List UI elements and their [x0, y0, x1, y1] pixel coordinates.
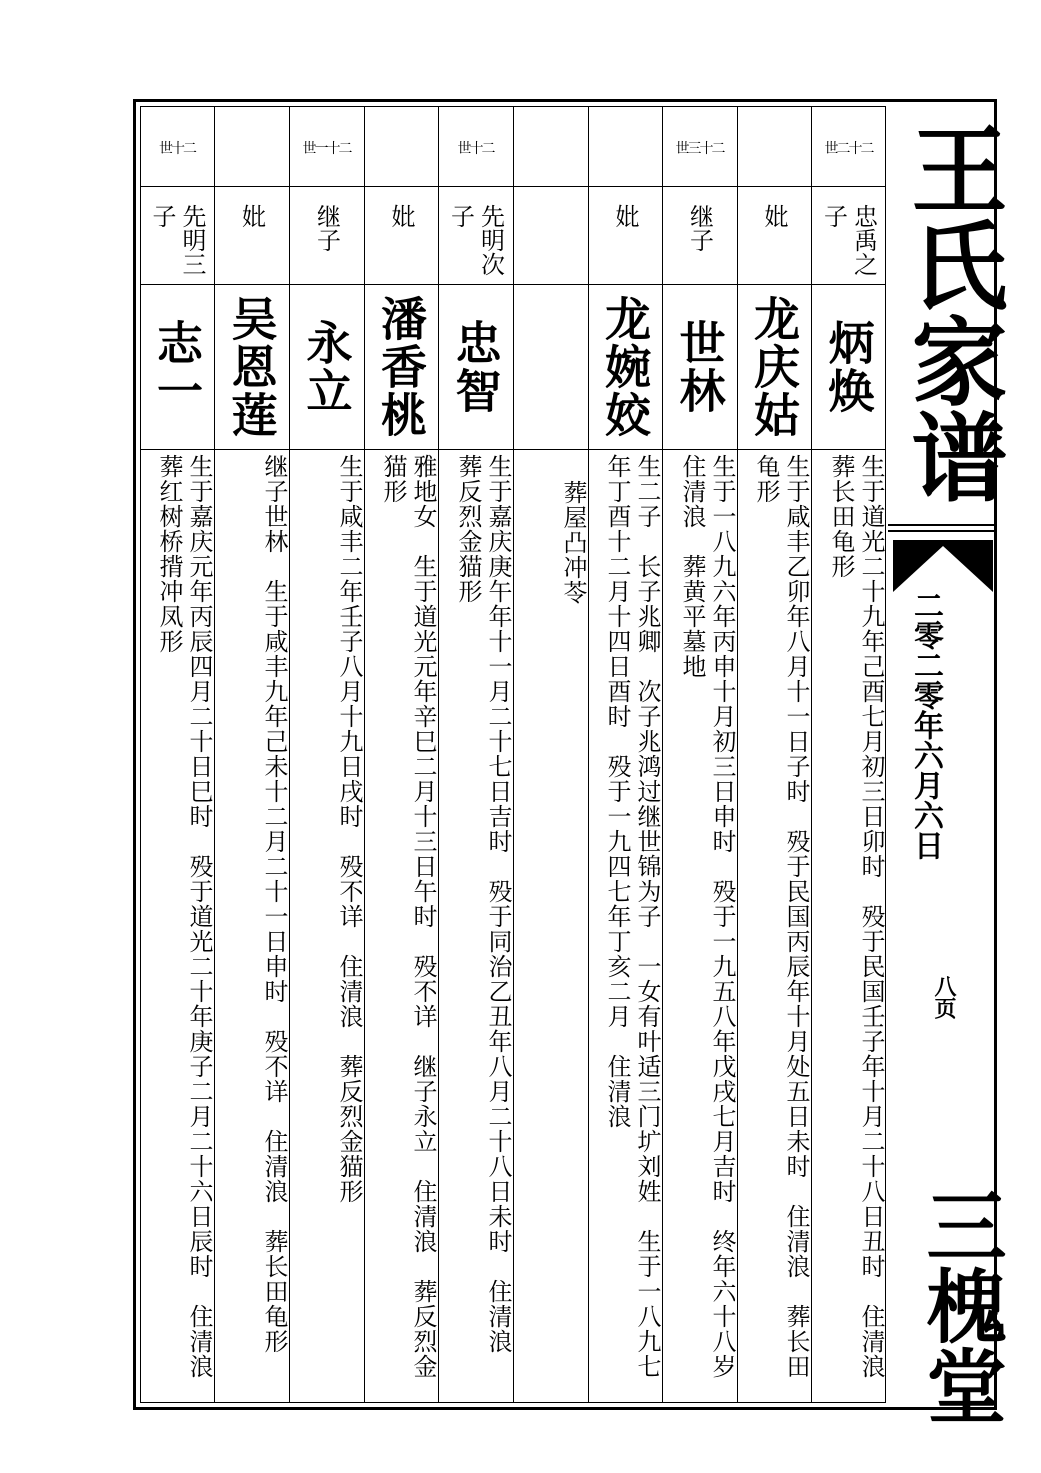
burial-note: 葬屋凸冲苓	[559, 480, 587, 605]
relation-label: 先明次子	[446, 204, 505, 276]
relation-label: 妣	[760, 204, 788, 228]
generation-label	[364, 110, 438, 186]
publish-date: 二零二零年六月六日	[908, 590, 943, 860]
relation-label: 妣	[387, 204, 415, 228]
banner-ornament	[893, 540, 993, 592]
relation-label: 妣	[237, 204, 266, 228]
page-number: 八页	[931, 975, 957, 1019]
row-divider	[140, 186, 886, 187]
title-rule	[888, 524, 994, 526]
person-name: 龙庆姑	[747, 295, 801, 439]
person-name: 龙婉姣	[598, 295, 652, 439]
person-name: 永立	[299, 319, 354, 415]
generation-label: 世二十二	[824, 141, 873, 157]
relation-label: 继子	[685, 204, 714, 252]
biography-text: 生于咸丰乙卯年八月十一日子时 殁于民国丙辰年十月处五日未时 住清浪 葬长田龟形	[752, 454, 810, 1379]
row-divider	[140, 284, 886, 285]
generation-label: 世十二	[159, 141, 195, 157]
biography-text: 继子世林 生于咸丰九年己未十二月二十一日申时 殁不详 住清浪 葬长田龟形	[260, 454, 288, 1354]
biography-text: 生于嘉庆庚午年十一月二十七日吉时 殁于同治乙丑年八月二十八日未时 住清浪 葬反烈金猫形	[454, 454, 512, 1379]
relation-label: 先明三子	[148, 204, 206, 276]
generation-label: 世十二	[457, 141, 494, 157]
biography-text: 生于嘉庆元年丙辰四月二十日巳时 殁于道光二十年庚子二月二十六日辰时 住清浪 葬红树桥揹冲凤形	[155, 454, 213, 1404]
biography-text: 生二子 长子兆卿 次子兆鸿过继世锦为子 一女有叶适三门圹刘姓 生于一八九七年丁酉十二月十四日酉时 殁于一九四七年丁亥二月 住清浪	[603, 454, 661, 1379]
relation-label: 忠禹之子	[819, 204, 878, 276]
biography-text: 雅地女 生于道光元年辛巳二月十三日午时 殁不详 继子永立 住清浪 葬反烈金猫形	[379, 454, 437, 1379]
row-divider	[140, 449, 886, 450]
person-name: 志一	[150, 319, 204, 415]
generation-label	[737, 110, 811, 186]
biography-text: 生于咸丰二年壬子八月十九日戌时 殁不详 住清浪 葬反烈金猫形	[335, 454, 363, 1204]
person-name: 吴恩莲	[224, 295, 279, 439]
generation-label: 世一十二	[302, 141, 351, 157]
person-name: 潘香桃	[374, 295, 428, 439]
generation-label	[214, 110, 289, 186]
title-rule	[888, 530, 994, 532]
person-name: 炳焕	[821, 319, 876, 415]
relation-label: 继子	[312, 204, 341, 252]
relation-label: 妣	[611, 204, 639, 228]
genealogy-title: 王氏家谱	[896, 120, 1009, 504]
biography-text: 生于道光二十九年己酉七月初三日卯时 殁于民国壬子年十月二十八日丑时 住清浪 葬长田龟形	[827, 454, 885, 1404]
generation-label: 世三十二	[675, 141, 724, 157]
biography-text: 生于一八九六年丙申十月初三日申时 殁于一九五八年戊戌七月吉时 终年六十八岁 住清浪 葬黄平墓地	[678, 454, 736, 1404]
person-name: 忠智	[448, 319, 503, 415]
generation-label	[588, 110, 662, 186]
hall-name: 三槐堂	[913, 1185, 1007, 1425]
person-name: 世林	[672, 319, 727, 415]
